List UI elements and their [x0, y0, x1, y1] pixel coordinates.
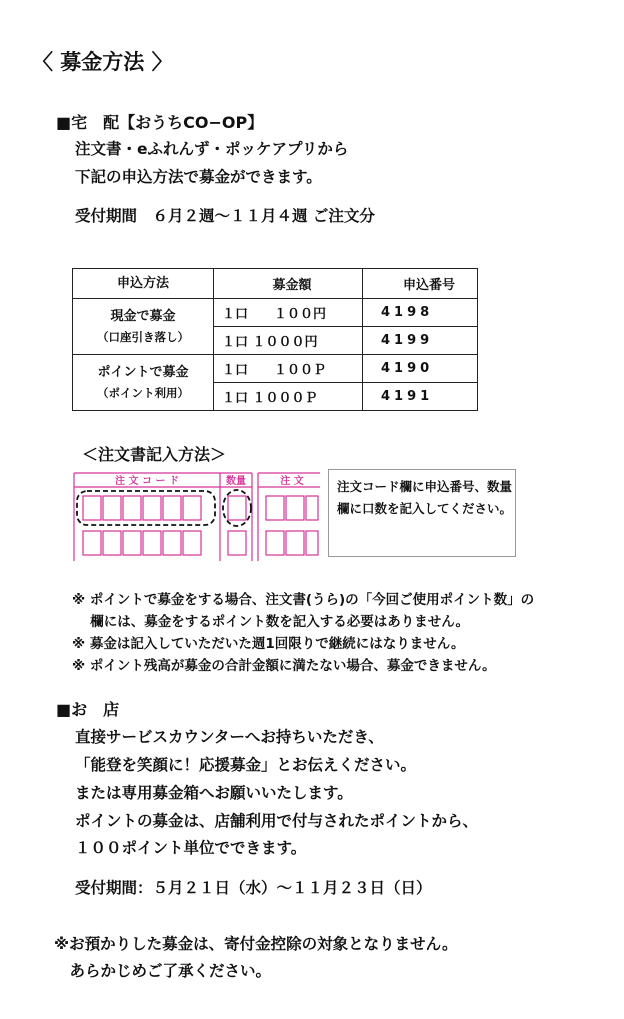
- amount-cell: １口 １０００円: [214, 327, 363, 355]
- store-line: 直接サービスカウンターへお持ちいただき、: [75, 728, 384, 746]
- delivery-line: 注文書・eふれんず・ポッケアプリから: [75, 140, 349, 158]
- method-sub-label: （口座引き落し）: [97, 329, 189, 344]
- method-cell: [73, 299, 214, 355]
- store-line: または専用募金箱へお願いいたします。: [75, 784, 353, 802]
- table-header-row: [73, 269, 478, 299]
- amount-cell: １口 １０００Ｐ: [214, 383, 363, 411]
- form-callout: 注文コード欄に申込番号、数量欄に口数を記入してください。: [328, 469, 516, 557]
- footer-line: ※お預かりした募金は、寄付金控除の対象となりません。: [54, 935, 458, 953]
- store-period: 受付期間：５月２１日（水）〜１１月２３日（日）: [75, 879, 432, 897]
- method-label: 現金で募金: [110, 308, 176, 324]
- method-sub-label: （ポイント利用）: [97, 385, 189, 400]
- table-row: [73, 355, 478, 383]
- column-header: 申込方法: [73, 269, 214, 299]
- code-cell: 4191: [363, 383, 478, 411]
- delivery-period: 受付期間 ６月２週〜１１月４週 ご注文分: [75, 207, 375, 225]
- store-heading: ■お 店: [56, 700, 120, 719]
- amount-cell: １口 １００Ｐ: [214, 355, 363, 383]
- code-cell: 4199: [363, 327, 478, 355]
- method-label: ポイントで募金: [97, 364, 189, 380]
- code-cell: 4198: [363, 299, 478, 327]
- donation-table: [72, 268, 478, 411]
- note-line: ※ ポイント残高が募金の合計金額に満たない場合、募金できません。: [72, 658, 496, 674]
- method-cell: [73, 355, 214, 411]
- order-form-illustration: [72, 469, 320, 563]
- delivery-heading: ■宅 配【おうちCO−OP】: [56, 113, 264, 132]
- delivery-line: 下記の申込方法で募金ができます。: [75, 168, 322, 186]
- page-title: 〈 募金方法 〉: [32, 50, 173, 74]
- code-cell: 4190: [363, 355, 478, 383]
- form-code-label: 注 文 コ ー ド: [115, 476, 179, 487]
- form-code-label-2: 注 文: [280, 476, 304, 487]
- store-line: 「能登を笑顔に！応援募金」とお伝えください。: [75, 756, 417, 774]
- note-line: ※ ポイントで募金をする場合、注文書(うら)の「今回ご使用ポイント数」の: [72, 592, 535, 608]
- form-qty-label: 数量: [226, 476, 246, 487]
- note-line: ※ 募金は記入していただいた週1回限りで継続にはなりません。: [72, 636, 465, 652]
- column-header: 募金額: [214, 269, 363, 299]
- form-instruction-heading: ＜注文書記入方法＞: [82, 445, 227, 464]
- amount-cell: １口 １００円: [214, 299, 363, 327]
- column-header: 申込番号: [363, 269, 478, 299]
- note-line: 欄には、募金をするポイント数を記入する必要はありません。: [72, 614, 470, 630]
- table-row: [73, 299, 478, 327]
- footer-line: あらかじめご了承ください。: [54, 962, 272, 980]
- store-line: ポイントの募金は、店舗利用で付与されたポイントから、: [75, 812, 479, 830]
- store-line: １００ポイント単位でできます。: [75, 839, 307, 857]
